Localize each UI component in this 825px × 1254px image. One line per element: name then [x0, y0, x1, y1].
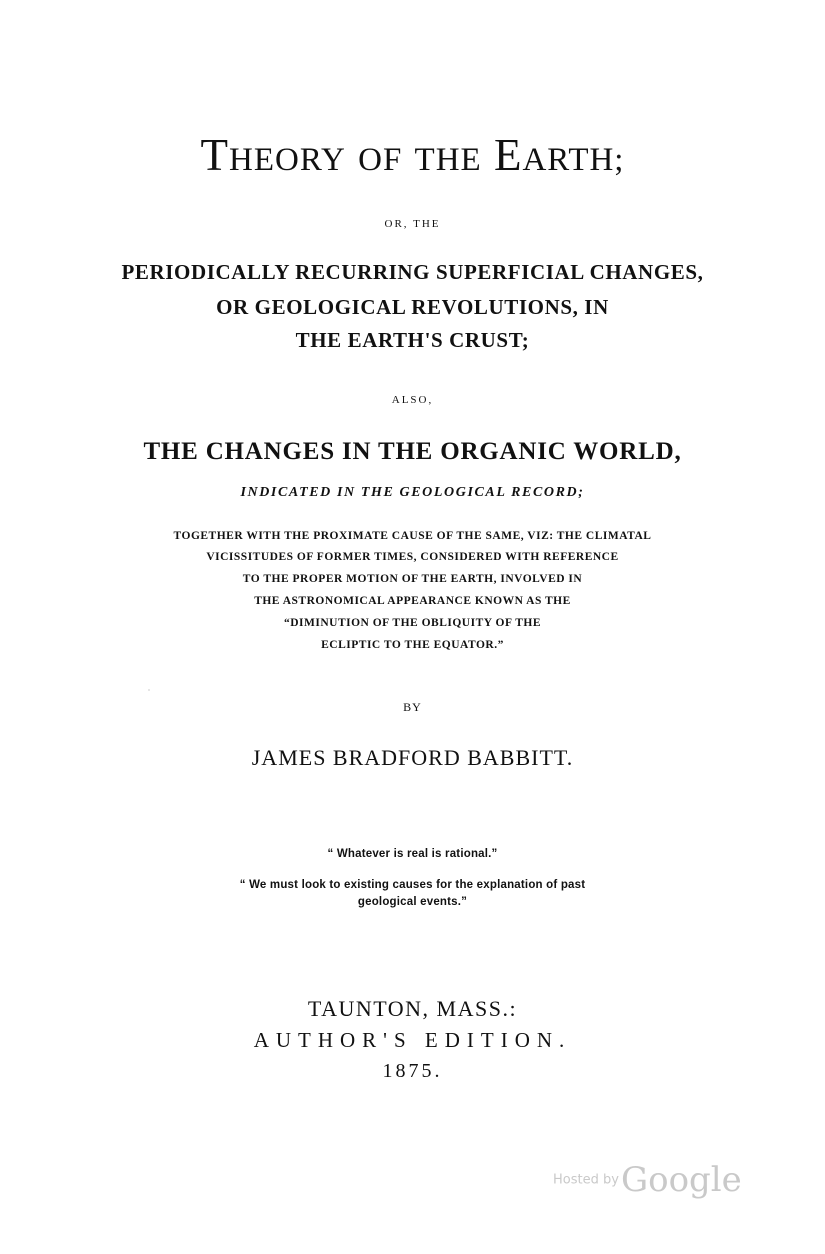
description-line-5: “DIMINUTION OF THE OBLIQUITY OF THE [283, 617, 542, 629]
watermark-brand: Google [620, 1160, 742, 1200]
imprint-year: 1875. [382, 1060, 443, 1082]
author-name: JAMES BRADFORD BABBITT. [251, 745, 574, 770]
title-word-of: OF [358, 142, 403, 178]
also-connector: ALSO, [391, 394, 434, 406]
scan-speck [148, 689, 150, 691]
title-word-theory-rest: HEORY [229, 142, 346, 178]
title-word-theory-cap: T [200, 130, 230, 180]
subtitle-line-2: OR GEOLOGICAL REVOLUTIONS, IN [216, 295, 609, 319]
changes-heading: THE CHANGES IN THE ORGANIC WORLD, [143, 438, 682, 465]
epigraph-2-line-1: “ We must look to existing causes for the explanation of past [239, 879, 586, 891]
title-word-earth-cap: E [493, 130, 523, 180]
subtitle-line-1: PERIODICALLY RECURRING SUPERFICIAL CHANGES, [121, 260, 704, 284]
title-word-earth-rest: ARTH; [522, 142, 625, 178]
or-the-connector: OR, THE [384, 218, 441, 230]
by-line: BY [403, 700, 422, 714]
subtitle-line-3: THE EARTH'S CRUST; [295, 328, 530, 352]
description-line-2: VICISSITUDES OF FORMER TIMES, CONSIDERED WITH REFERENCE [206, 551, 619, 563]
description-line-4: THE ASTRONOMICAL APPEARANCE KNOWN AS THE [254, 595, 571, 607]
imprint-edition: AUTHOR'S EDITION. [253, 1028, 572, 1052]
description-line-3: TO THE PROPER MOTION OF THE EARTH, INVOLVED IN [242, 573, 583, 585]
description-line-1: TOGETHER WITH THE PROXIMATE CAUSE OF THE SAME, VIZ: THE CLIMATAL [173, 530, 652, 542]
hosted-by-google-watermark [553, 1160, 742, 1200]
epigraph-1: “ Whatever is real is rational.” [327, 848, 498, 860]
watermark-hosted-by: Hosted by [553, 1172, 619, 1188]
epigraph-2-line-2: geological events.” [357, 896, 468, 908]
description-line-6: ECLIPTIC TO THE EQUATOR.” [321, 639, 504, 651]
book-title [0, 130, 825, 180]
imprint-place: TAUNTON, MASS.: [307, 996, 518, 1021]
title-word-the: THE [414, 142, 482, 178]
indicated-line: INDICATED IN THE GEOLOGICAL RECORD; [240, 485, 585, 500]
